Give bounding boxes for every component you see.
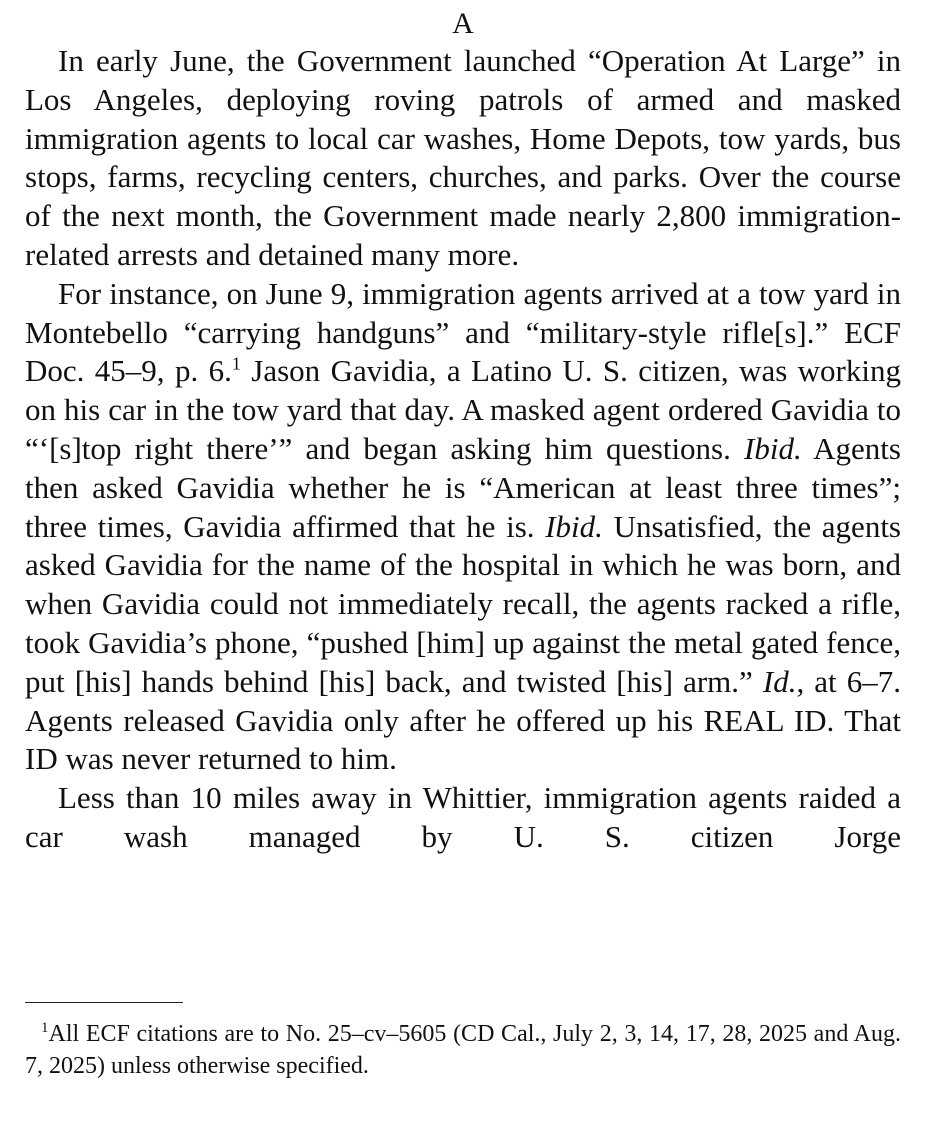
paragraph [25, 275, 901, 779]
paragraph-text: Less than 10 miles away in Whittier, immigration agents raided a car wash managed by U. S. citizen Jorge [25, 780, 901, 854]
paragraph-text: Unsatisfied, the agents asked Gavidia for the name of the hospital in which he was born, and when Gavidia could not immediately recall, the agents racked a rifle, took Gavidia’s phone, “pushed [him] up against the metal gated fence, put [his] hands behind [his] back, and twisted [his] arm.” [25, 508, 901, 699]
paragraph-text: Jason Gavidia, a Latino U. S. citizen, was working on his car in the tow yard that day. A masked agent ordered Gavidia to “‘[s]top right there’” and began asking him questions. [25, 353, 901, 466]
footnotes-section [25, 1018, 901, 1082]
paragraph-text: , at 6–7. Agents released Gavidia only after he offered up his REAL ID. That ID was never returned to him. [25, 663, 902, 777]
paragraph [25, 779, 901, 857]
citation-signal: Ibid. [545, 508, 603, 544]
footnote-marker: 1 [231, 354, 241, 375]
citation-signal: Id. [762, 663, 797, 699]
paragraph [25, 42, 901, 275]
paragraph-text: In early June, the Government launched “Operation At Large” in Los Angeles, deploying roving patrols of armed and masked immigration agents to local car washes, Home Depots, tow yards, bus stops, farms, recycling centers, churches, and parks. Over the course of the next month, the Government made nearly 2,800 immigration-related arrests and detained many more. [25, 43, 901, 272]
paragraph-text: For instance, on June 9, immigration agents arrived at a tow yard in Montebello “carrying handguns” and “military-style rifle[s].” ECF Doc. 45–9, p. 6. [25, 275, 901, 389]
footnote-text: All ECF citations are to No. 25–cv–5605 (CD Cal., July 2, 3, 14, 17, 28, 2025 and Aug. 7, 2025) unless otherwise specified. [25, 1021, 901, 1079]
footnote [25, 1018, 901, 1082]
section-heading: A [452, 7, 474, 40]
opinion-page [25, 6, 901, 857]
opinion-body [25, 42, 901, 857]
paragraph-text: Agents then asked Gavidia whether he is “American at least three times”; three times, Gavidia affirmed that he is. [25, 430, 901, 544]
citation-signal: Ibid. [744, 430, 802, 466]
footnote-number: 1 [41, 1020, 49, 1036]
footnote-divider [25, 1002, 183, 1003]
